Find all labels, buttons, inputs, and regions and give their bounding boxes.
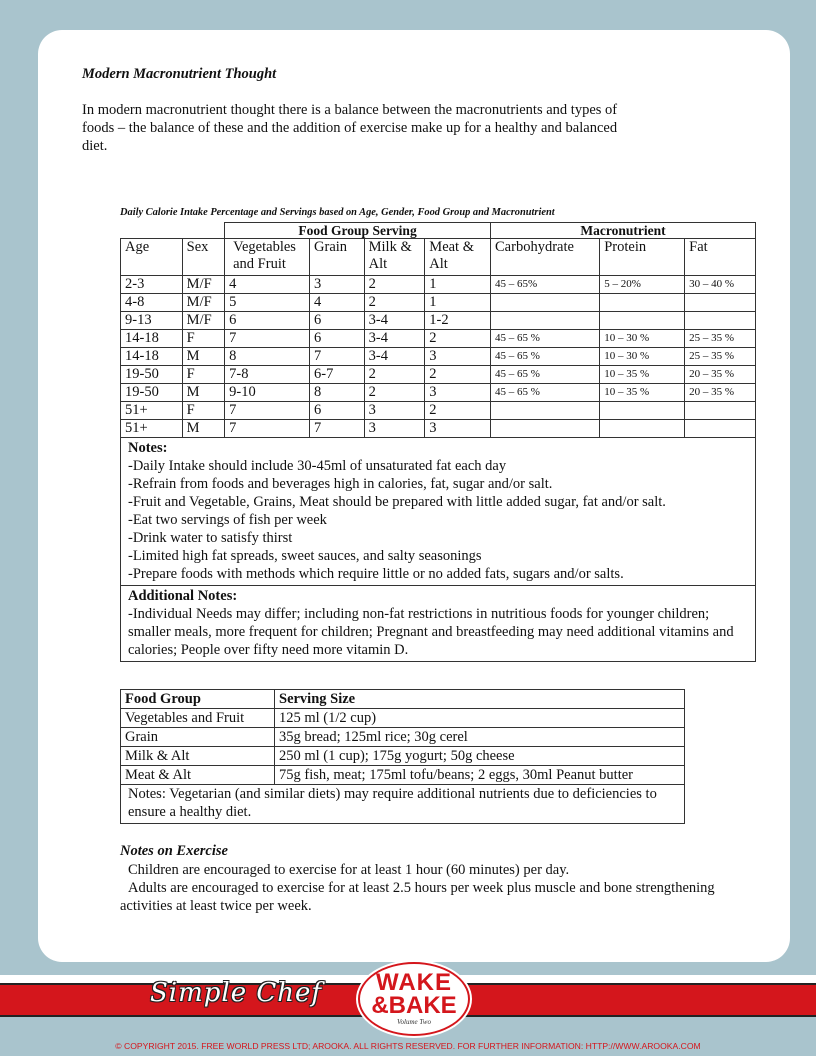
column-header: Protein	[600, 239, 685, 276]
table-cell: 3	[364, 402, 425, 420]
additional-notes-text: -Individual Needs may differ; including non-fat restrictions in nutritious foods for younger children; smaller meals, more frequent for children; Pregnant and breastfeeding may need additional vitamins and calories; People over fifty need more vitamin D.	[128, 606, 734, 658]
table-cell: F	[182, 402, 224, 420]
table-cell	[491, 420, 600, 438]
note-item: -Limited high fat spreads, sweet sauces, and salty seasonings	[128, 548, 482, 564]
additional-notes-cell	[121, 586, 756, 662]
table-cell: 10 – 35 %	[600, 366, 685, 384]
intro-paragraph: In modern macronutrient thought there is a balance between the macronutrients and types of foods – the balance of these and the addition of exercise make up for a healthy and balanced diet.	[82, 102, 618, 154]
table-cell: 10 – 30 %	[600, 330, 685, 348]
note-item: -Prepare foods with methods which require little or no added fats, sugars and/or salts.	[128, 566, 624, 582]
table-cell: 2	[364, 366, 425, 384]
table-cell: 45 – 65%	[491, 276, 600, 294]
note-item: -Daily Intake should include 30-45ml of unsaturated fat each day	[128, 458, 507, 474]
table-cell: 20 – 35 %	[685, 366, 756, 384]
table-cell: 45 – 65 %	[491, 384, 600, 402]
table-cell: M	[182, 384, 224, 402]
table-row	[121, 276, 756, 294]
exercise-adults: Adults are encouraged to exercise for at least 2.5 hours per week plus muscle and bone strengthening activities at least twice per week.	[120, 880, 715, 914]
intro-section	[82, 66, 722, 155]
column-header: Carbohydrate	[491, 239, 600, 276]
table-cell: 250 ml (1 cup); 175g yogurt; 50g cheese	[275, 747, 685, 766]
table-cell: 2	[425, 330, 491, 348]
table-cell: 3	[364, 420, 425, 438]
table-cell: 14-18	[121, 330, 183, 348]
table-cell: 45 – 65 %	[491, 330, 600, 348]
additional-notes-title: Additional Notes:	[128, 588, 238, 604]
table-cell: 3	[425, 420, 491, 438]
table-cell: 6	[310, 402, 365, 420]
table-row	[121, 348, 756, 366]
table-cell	[600, 312, 685, 330]
table-cell: 2	[364, 276, 425, 294]
table-row	[121, 728, 685, 747]
table-cell	[685, 402, 756, 420]
intake-table	[120, 222, 756, 662]
table-row	[121, 366, 756, 384]
table-cell: Milk & Alt	[121, 747, 275, 766]
table-caption: Daily Calorie Intake Percentage and Servings based on Age, Gender, Food Group and Macronutrient	[120, 207, 555, 218]
table-cell: 4	[225, 276, 310, 294]
table-cell: 2	[364, 294, 425, 312]
table-cell: M	[182, 420, 224, 438]
table-cell: 30 – 40 %	[685, 276, 756, 294]
table-cell: 20 – 35 %	[685, 384, 756, 402]
table-cell: 2-3	[121, 276, 183, 294]
table-cell: 19-50	[121, 384, 183, 402]
table-cell: 7-8	[225, 366, 310, 384]
table-cell: 7	[225, 330, 310, 348]
table-cell: 4	[310, 294, 365, 312]
table-row	[121, 709, 685, 728]
table-cell: 6	[310, 330, 365, 348]
table-cell	[600, 420, 685, 438]
column-header: Vegetables and Fruit	[225, 239, 310, 276]
serving-size-col-header: Serving Size	[275, 690, 685, 709]
table-cell: 1-2	[425, 312, 491, 330]
table-cell	[685, 312, 756, 330]
table-cell: 1	[425, 276, 491, 294]
table-cell: 25 – 35 %	[685, 330, 756, 348]
table-cell: 51+	[121, 420, 183, 438]
table-row	[121, 766, 685, 785]
table-cell: 3-4	[364, 348, 425, 366]
table-cell: 10 – 35 %	[600, 384, 685, 402]
table-cell: 3	[425, 348, 491, 366]
table-cell: 8	[310, 384, 365, 402]
notes-cell	[121, 438, 756, 586]
table-cell: F	[182, 330, 224, 348]
section-title: Modern Macronutrient Thought	[82, 66, 277, 82]
table-row	[121, 402, 756, 420]
column-header: Fat	[685, 239, 756, 276]
table-row	[121, 330, 756, 348]
exercise-section	[120, 842, 720, 915]
column-header: Grain	[310, 239, 365, 276]
table-cell: 19-50	[121, 366, 183, 384]
table-cell: 3	[310, 276, 365, 294]
table-row	[121, 420, 756, 438]
table-cell: 2	[364, 384, 425, 402]
table-cell	[491, 402, 600, 420]
table-cell: 45 – 65 %	[491, 366, 600, 384]
table-cell	[600, 294, 685, 312]
intake-table-body	[121, 276, 756, 438]
table-row	[121, 312, 756, 330]
table-cell: 3-4	[364, 330, 425, 348]
table-cell: 35g bread; 125ml rice; 30g cerel	[275, 728, 685, 747]
column-header: Milk & Alt	[364, 239, 425, 276]
note-item: -Eat two servings of fish per week	[128, 512, 327, 528]
table-cell: 3	[425, 384, 491, 402]
table-cell: 1	[425, 294, 491, 312]
note-item: -Refrain from foods and beverages high in calories, fat, sugar and/or salt.	[128, 476, 553, 492]
table-cell: 125 ml (1/2 cup)	[275, 709, 685, 728]
table-cell: 4-8	[121, 294, 183, 312]
column-header: Age	[121, 239, 183, 276]
table-cell: 14-18	[121, 348, 183, 366]
table-cell: 8	[225, 348, 310, 366]
table-cell	[685, 294, 756, 312]
column-header-row	[121, 239, 756, 276]
table-cell: 3-4	[364, 312, 425, 330]
food-group-col-header: Food Group	[121, 690, 275, 709]
empty-header	[121, 223, 225, 239]
note-item: -Drink water to satisfy thirst	[128, 530, 293, 546]
table-cell	[491, 294, 600, 312]
column-header: Meat & Alt	[425, 239, 491, 276]
exercise-children: Children are encouraged to exercise for at least 1 hour (60 minutes) per day.	[128, 862, 570, 878]
table-cell: 9-13	[121, 312, 183, 330]
table-cell: 5	[225, 294, 310, 312]
table-cell: 7	[310, 348, 365, 366]
logo-bake: &BAKE	[371, 992, 457, 1019]
table-cell: 6	[310, 312, 365, 330]
notes-title: Notes:	[128, 440, 168, 456]
table-row	[121, 294, 756, 312]
table-cell: M/F	[182, 294, 224, 312]
wake-bake-logo	[358, 962, 470, 1036]
table-cell: 7	[310, 420, 365, 438]
table-cell: 2	[425, 366, 491, 384]
table-cell: 7	[225, 420, 310, 438]
macronutrient-header: Macronutrient	[491, 223, 756, 239]
copyright-footer: © COPYRIGHT 2015. FREE WORLD PRESS LTD; AROOKA. ALL RIGHTS RESERVED. FOR FURTHER INFORMATION: HTTP://WWW.AROOKA.COM	[115, 1041, 701, 1051]
simple-chef-logo: Simple Chef	[150, 978, 323, 1008]
notes-list	[128, 457, 748, 583]
serving-note: Notes: Vegetarian (and similar diets) may require additional nutrients due to deficiencies to ensure a healthy diet.	[121, 785, 685, 824]
note-item: -Fruit and Vegetable, Grains, Meat should be prepared with little added sugar, fat and/or salt.	[128, 494, 666, 510]
table-cell: 2	[425, 402, 491, 420]
table-cell: Meat & Alt	[121, 766, 275, 785]
table-cell: 10 – 30 %	[600, 348, 685, 366]
table-cell: 75g fish, meat; 175ml tofu/beans; 2 eggs, 30ml Peanut butter	[275, 766, 685, 785]
exercise-title: Notes on Exercise	[120, 843, 228, 859]
table-cell	[685, 420, 756, 438]
logo-wake: WAKE	[376, 969, 452, 996]
table-cell: 51+	[121, 402, 183, 420]
table-cell: Vegetables and Fruit	[121, 709, 275, 728]
table-cell	[600, 402, 685, 420]
table-cell: Grain	[121, 728, 275, 747]
table-cell: 25 – 35 %	[685, 348, 756, 366]
table-row	[121, 384, 756, 402]
table-cell: M/F	[182, 276, 224, 294]
serving-size-table	[120, 689, 685, 824]
table-cell: 6-7	[310, 366, 365, 384]
logo-volume: Volume Two	[397, 1018, 431, 1026]
table-cell: F	[182, 366, 224, 384]
column-header: Sex	[182, 239, 224, 276]
serving-table-body	[121, 709, 685, 785]
table-row	[121, 747, 685, 766]
table-cell: M/F	[182, 312, 224, 330]
table-cell: 45 – 65 %	[491, 348, 600, 366]
table-cell: M	[182, 348, 224, 366]
food-group-header: Food Group Serving	[225, 223, 491, 239]
table-cell	[491, 312, 600, 330]
table-cell: 9-10	[225, 384, 310, 402]
table-cell: 7	[225, 402, 310, 420]
table-cell: 5 – 20%	[600, 276, 685, 294]
table-cell: 6	[225, 312, 310, 330]
